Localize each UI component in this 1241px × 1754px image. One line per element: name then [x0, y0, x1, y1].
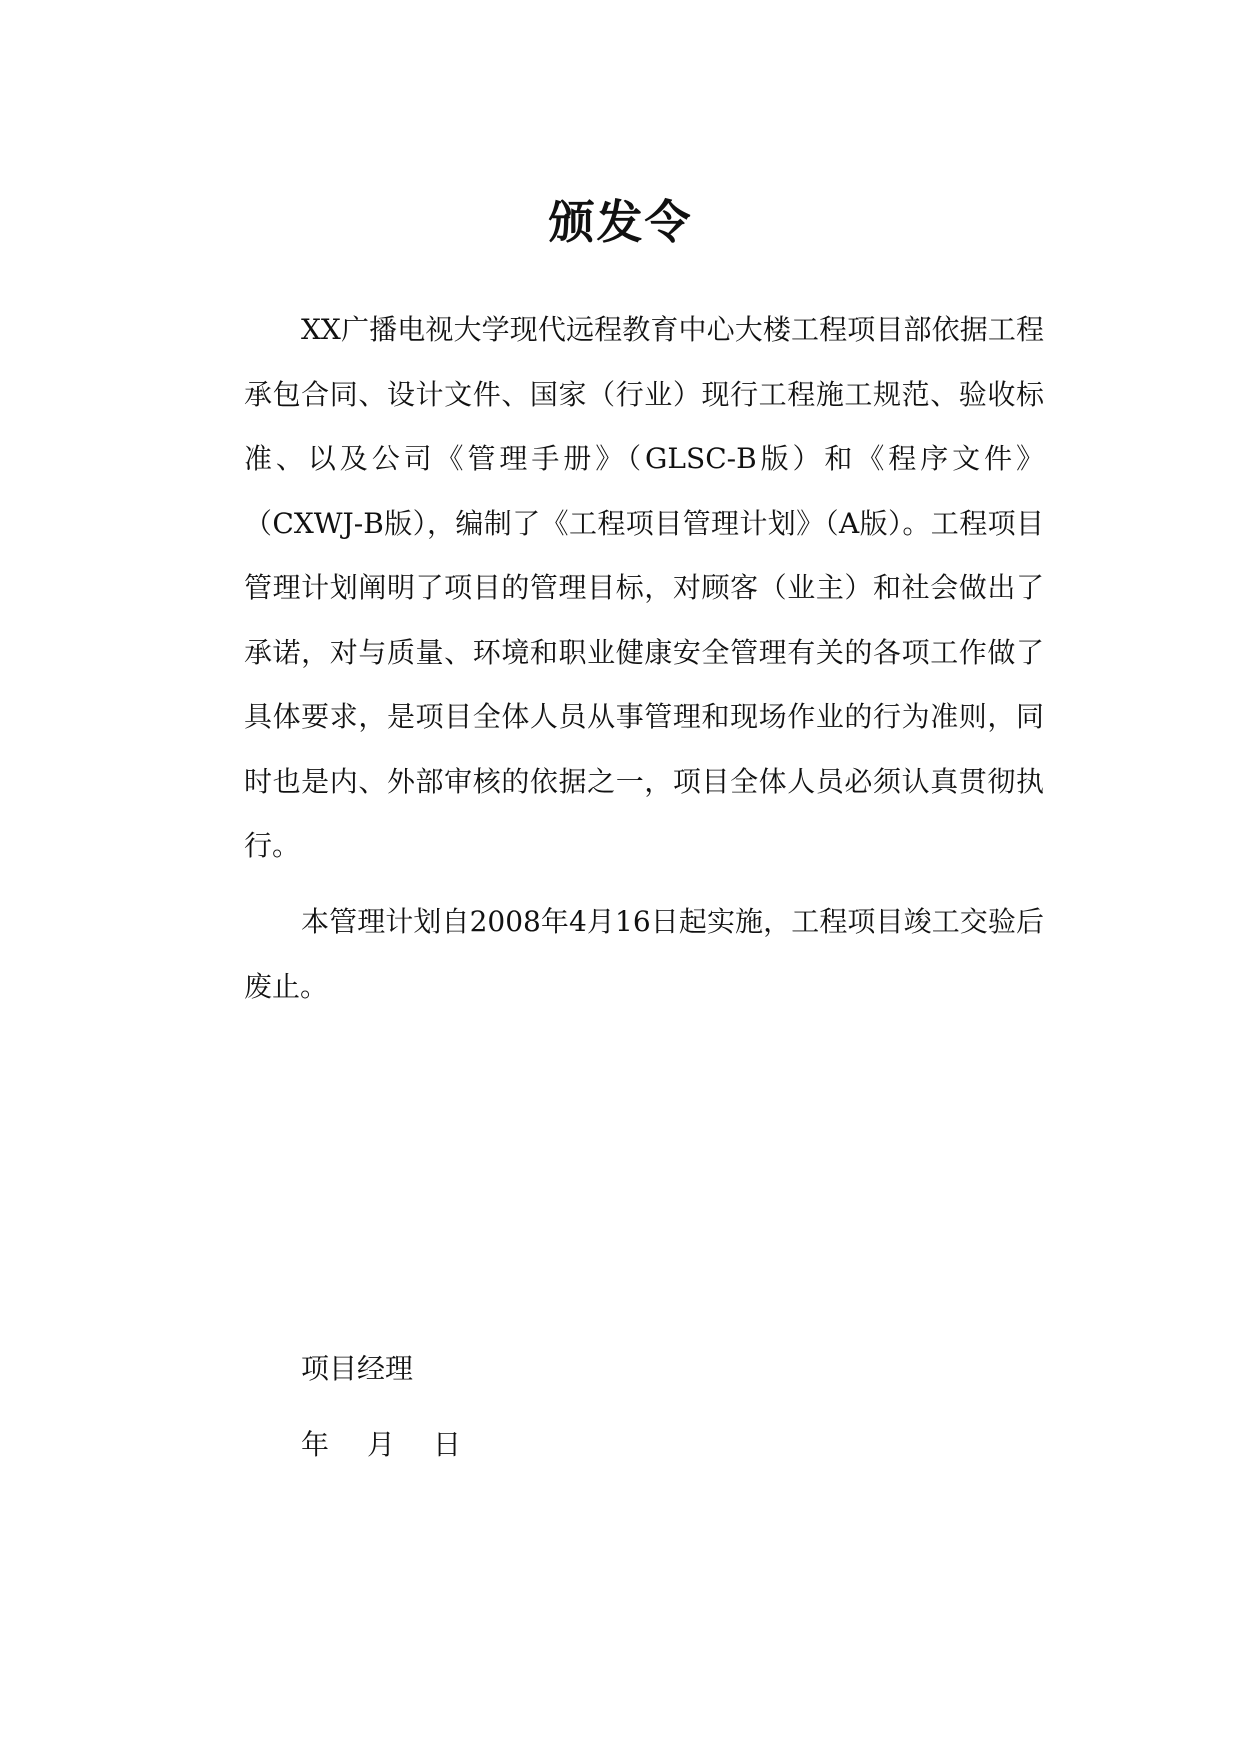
- signature-date: [301, 1425, 461, 1465]
- body-paragraph-1: XX广播电视大学现代远程教育中心大楼工程项目部依据工程承包合同、设计文件、国家（行业）现行工程施工规范、验收标准、以及公司《管理手册》（GLSC-B版）和《程序文件》（CXWJ-B版），编制了《工程项目管理计划》（A版）。工程项目管理计划阐明了项目的管理目标，对顾客（业主）和社会做出了承诺，对与质量、环境和职业健康安全管理有关的各项工作做了具体要求，是项目全体人员从事管理和现场作业的行为准则，同时也是内、外部审核的依据之一，项目全体人员必须认真贯彻执行。: [244, 313, 1044, 862]
- month-label: 月: [367, 1428, 396, 1461]
- project-manager-label: 项目经理: [301, 1352, 414, 1385]
- body-paragraph-2: 本管理计划自2008年4月16日起实施，工程项目竣工交验后废止。: [244, 905, 1044, 1003]
- document-title: 颁发令: [548, 195, 693, 249]
- day-label: 日: [433, 1428, 462, 1461]
- year-label: 年: [301, 1428, 330, 1461]
